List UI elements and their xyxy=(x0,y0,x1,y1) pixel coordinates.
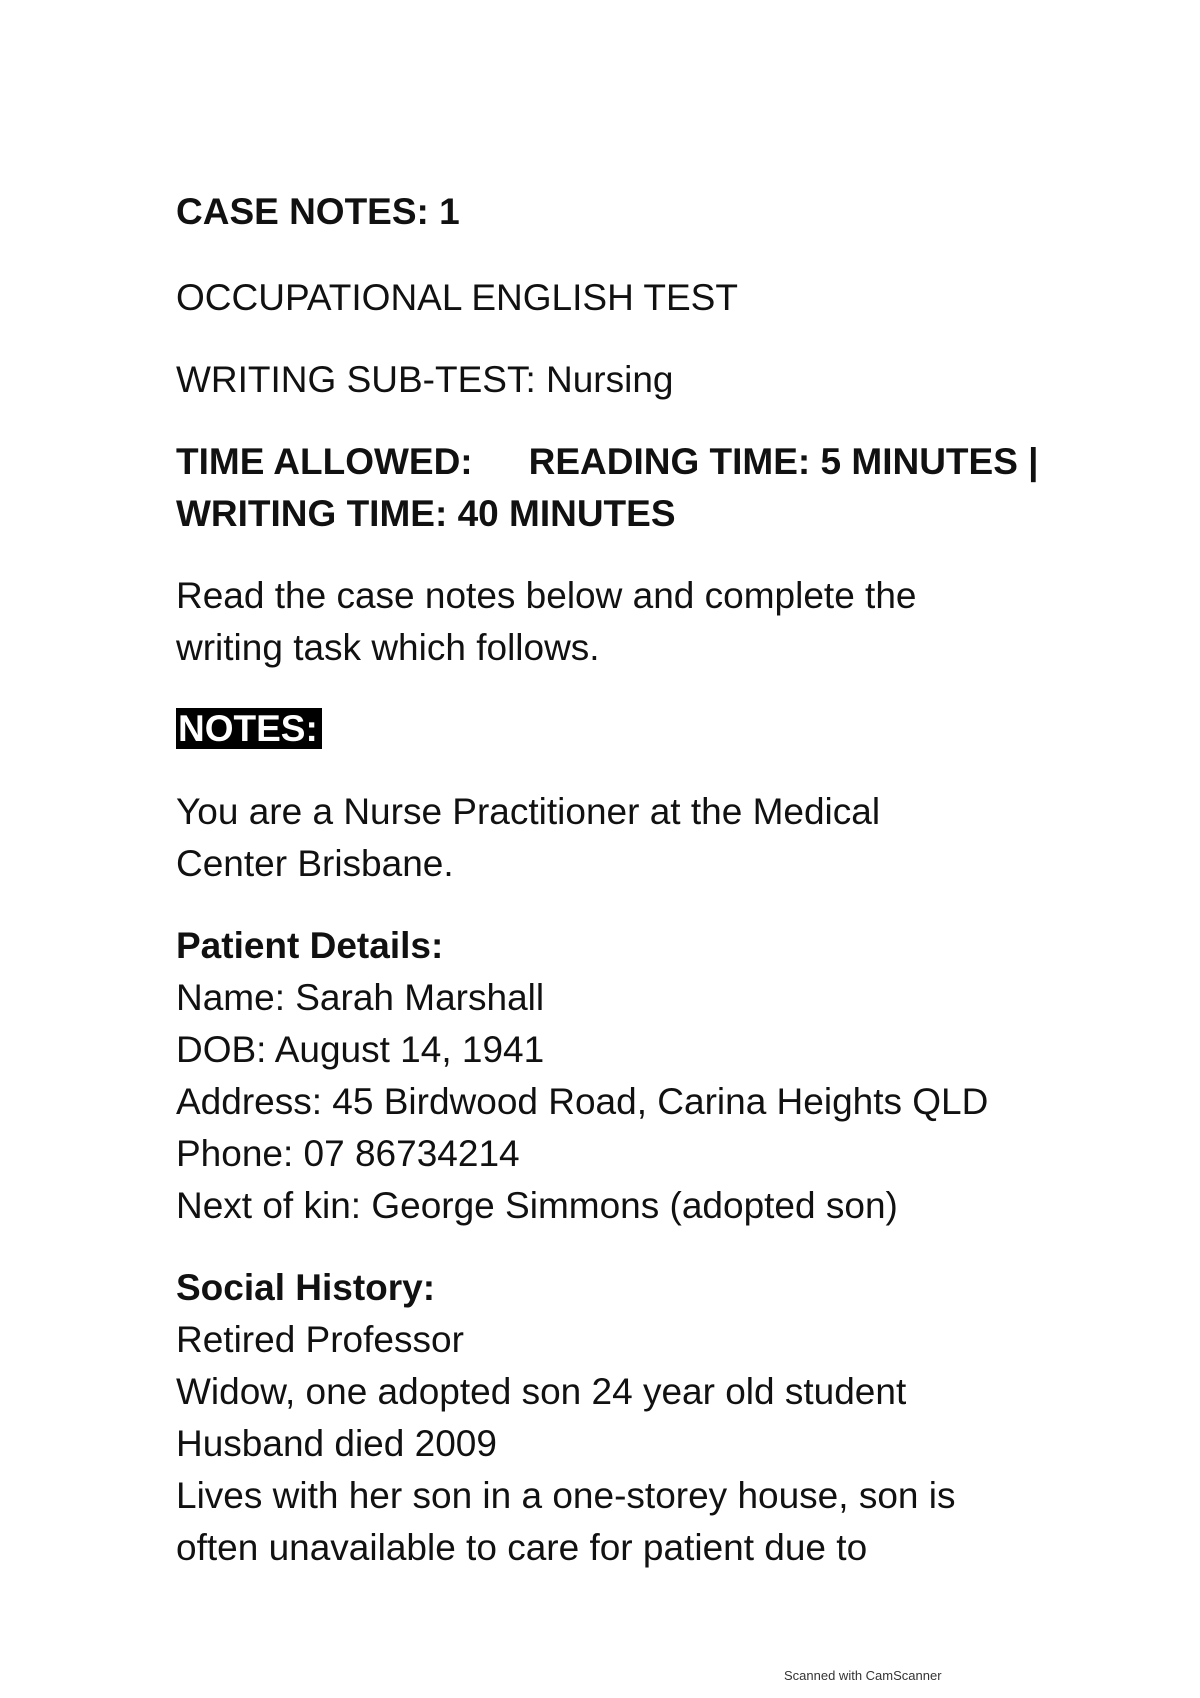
social-history-heading: Social History: xyxy=(176,1267,436,1308)
instructions-line-2: writing task which follows. xyxy=(176,627,600,668)
notes-label: NOTES: xyxy=(176,708,322,749)
instructions-line-1: Read the case notes below and complete the xyxy=(176,575,917,616)
patient-phone: Phone: 07 86734214 xyxy=(176,1133,520,1174)
patient-next-of-kin: Next of kin: George Simmons (adopted son) xyxy=(176,1185,898,1226)
time-allowed-line xyxy=(176,436,1039,488)
scanner-watermark: Scanned with CamScanner xyxy=(784,1668,942,1683)
time-allowed-label: TIME ALLOWED: xyxy=(176,441,473,482)
social-history-line: Retired Professor xyxy=(176,1319,464,1360)
social-history-line: Lives with her son in a one-storey house, son is xyxy=(176,1475,956,1516)
test-name: OCCUPATIONAL ENGLISH TEST xyxy=(176,277,738,318)
social-history-line: Widow, one adopted son 24 year old student xyxy=(176,1371,907,1412)
patient-dob: DOB: August 14, 1941 xyxy=(176,1029,545,1070)
role-line-2: Center Brisbane. xyxy=(176,843,454,884)
patient-name: Name: Sarah Marshall xyxy=(176,977,545,1018)
writing-time: WRITING TIME: 40 MINUTES xyxy=(176,493,676,534)
notes-heading xyxy=(176,703,322,755)
patient-address: Address: 45 Birdwood Road, Carina Heights QLD xyxy=(176,1081,989,1122)
reading-time: READING TIME: 5 MINUTES | xyxy=(528,441,1039,482)
role-line-1: You are a Nurse Practitioner at the Medical xyxy=(176,791,881,832)
case-notes-title: CASE NOTES: 1 xyxy=(176,191,460,232)
social-history-line: Husband died 2009 xyxy=(176,1423,497,1464)
subtest-heading: WRITING SUB-TEST: Nursing xyxy=(176,359,674,400)
patient-details-heading: Patient Details: xyxy=(176,925,444,966)
social-history-line: often unavailable to care for patient due to xyxy=(176,1527,868,1568)
